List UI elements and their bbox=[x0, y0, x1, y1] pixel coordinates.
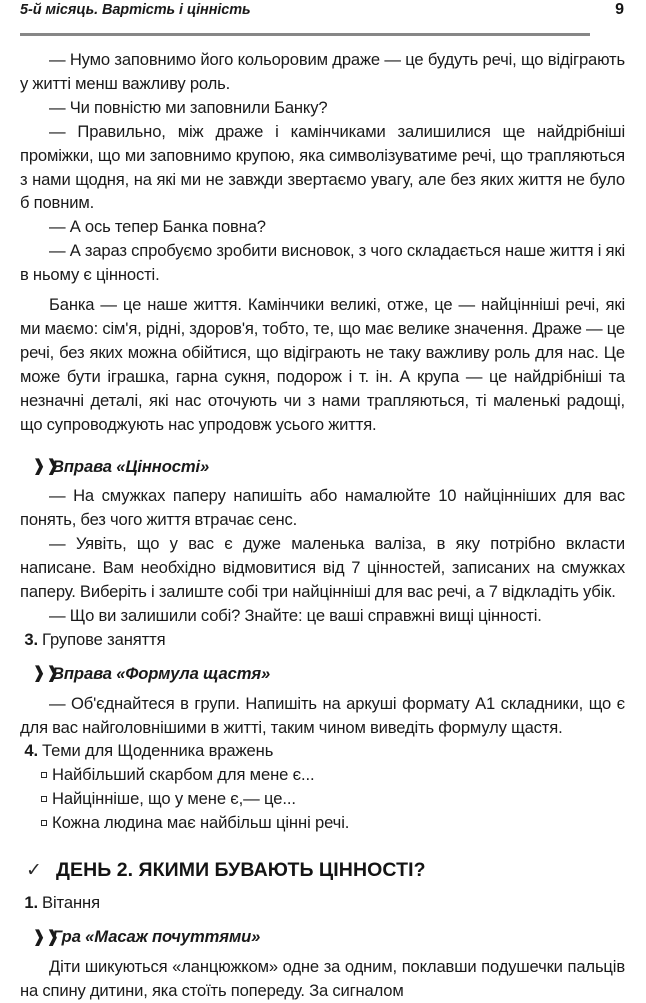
list-item-label: Теми для Щоденника вражень bbox=[42, 741, 274, 761]
paragraph: — Нумо заповнимо його кольоровим драже — це будуть речі, що відіграють у житті менш важливу роль. bbox=[20, 50, 625, 93]
day-section-heading bbox=[20, 857, 625, 883]
list-item-number: 4. bbox=[24, 741, 38, 761]
paragraph: Банка — це наше життя. Камінчики великі, отже, це — найцінніші речі, які ми маємо: сім'я, рідні, здоров'я, тобто, те, що має велике значення. Драже — це речі, без яких можна обійтися, що відіграють не таку важливу роль для нас. Це може бути іграшка, гарна сукня, подорож і т. ін. А крупа — це найдрібніші та незначні деталі, які нас оточують чи з нами трапляються, ті маленькі радощі, що супроводжують нас упродовж усього життя. bbox=[20, 295, 625, 434]
spacer bbox=[20, 883, 625, 891]
spacer bbox=[20, 835, 625, 857]
list-item-label: Найцінніше, що у мене є,— це... bbox=[52, 789, 296, 809]
list-item-label: Групове заняття bbox=[42, 629, 166, 649]
check-mark-icon: ✓ bbox=[26, 860, 43, 882]
paragraph: Діти шикуються «ланцюжком» одне за одним, поклавши подушечки пальців на спину дитини, яка стоїть попереду. За сигналом bbox=[20, 956, 625, 1000]
list-item-4 bbox=[20, 739, 625, 763]
list-item-number: 1. bbox=[24, 893, 38, 913]
exercise-heading-label: Вправа «Формула щастя» bbox=[52, 663, 271, 683]
square-bullet-icon bbox=[41, 796, 47, 802]
list-item-1 bbox=[20, 891, 625, 915]
square-bullet-icon bbox=[41, 772, 47, 778]
double-arrow-icon: ❱❱ bbox=[32, 926, 60, 946]
list-item-3 bbox=[20, 628, 625, 652]
paragraph: — Чи повністю ми заповнили Банку? bbox=[49, 97, 328, 117]
spacer bbox=[20, 36, 625, 48]
spacer bbox=[20, 437, 625, 455]
list-item-label: Найбільший скарбом для мене є... bbox=[52, 765, 315, 785]
paragraph: — Що ви залишили собі? Знайте: це ваші справжні вищі цінності. bbox=[49, 605, 542, 625]
exercise-heading-label: Вправа «Цінності» bbox=[52, 456, 210, 476]
spacer bbox=[20, 915, 625, 925]
exercise-heading-label: Гра «Масаж почуттями» bbox=[52, 927, 261, 946]
double-arrow-icon: ❱❱ bbox=[32, 456, 60, 476]
exercise-heading bbox=[20, 925, 625, 949]
paragraph: — На смужках паперу напишіть або намалюйте 10 найцінніших для вас понять, без чого життя втрачає сенс. bbox=[20, 486, 625, 530]
page-number: 9 bbox=[615, 1, 624, 18]
paragraph: — Об'єднайтеся в групи. Напишіть на аркуші формату А1 складники, що є для вас найголовнішими в житті, таким чином виведіть формулу щастя. bbox=[20, 693, 625, 737]
paragraph: — Правильно, між драже і камінчиками залишилися ще найдрібніші проміжки, що ми заповнимо крупою, яка символізуватиме речі, що трапляються з нами щодня, на які ми не завжди звертаємо увагу, але без яких життя не було б повним. bbox=[20, 121, 625, 213]
body-column bbox=[20, 36, 625, 1003]
day-section-heading-label: ДЕНЬ 2. ЯКИМИ БУВАЮТЬ ЦІННОСТІ? bbox=[56, 859, 426, 882]
running-head-title: 5-й місяць. Вартість і цінність bbox=[20, 2, 251, 18]
list-item bbox=[20, 787, 625, 811]
paragraph: — Уявіть, що у вас є дуже маленька валіза, в яку потрібно вкласти написане. Вам необхідно відмовитися від 7 цінностей, записаних на смужках паперу. Виберіть і залиште собі три найцінніші для вас речі, а 7 відкладіть убік. bbox=[20, 534, 625, 602]
exercise-heading bbox=[20, 455, 625, 479]
list-item bbox=[20, 763, 625, 787]
list-item-label: Кожна людина має найбільш цінні речі. bbox=[52, 813, 350, 833]
list-item bbox=[20, 811, 625, 835]
list-item-label: Вітання bbox=[42, 893, 101, 913]
square-bullet-icon bbox=[41, 820, 47, 826]
paragraph: — А ось тепер Банка повна? bbox=[49, 217, 266, 237]
exercise-heading bbox=[20, 662, 625, 686]
list-item-number: 3. bbox=[24, 629, 38, 649]
spacer bbox=[20, 652, 625, 662]
double-arrow-icon: ❱❱ bbox=[32, 663, 60, 683]
running-head bbox=[20, 0, 625, 30]
paragraph: — А зараз спробуємо зробити висновок, з чого складається наше життя і які в ньому є цінності. bbox=[20, 241, 625, 285]
